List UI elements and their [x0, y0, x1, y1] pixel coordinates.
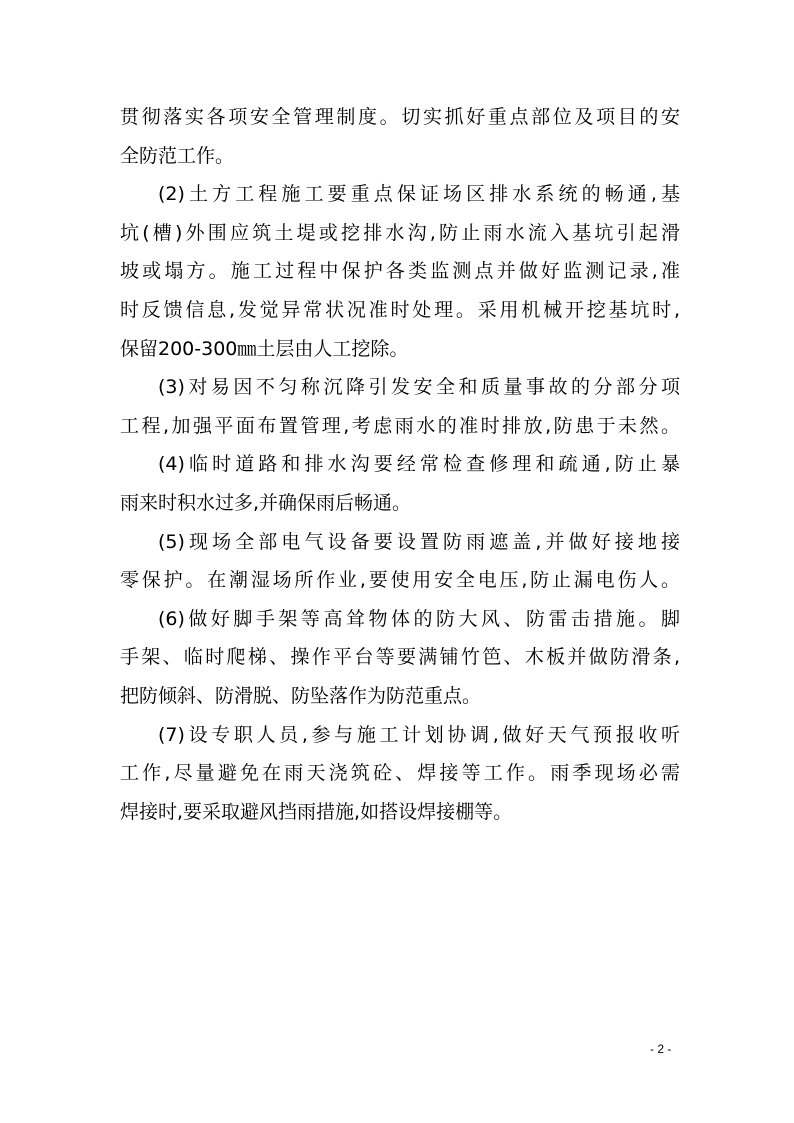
- text-line: 零保护。在潮湿场所作业,要使用安全电压,防止漏电伤人。: [120, 569, 680, 592]
- page-number: - 2 -: [650, 1042, 672, 1056]
- document-body: [120, 98, 680, 831]
- text-line: (7)设专职人员,参与施工计划协调,做好天气预报收听: [158, 723, 680, 746]
- text-line: 贯彻落实各项安全管理制度。切实抓好重点部位及项目的安: [120, 106, 680, 128]
- text-line: 焊接时,要采取避风挡雨措施,如搭设焊接棚等。: [120, 800, 513, 823]
- text-line: 时反馈信息,发觉异常状况准时处理。采用机械开挖基坑时,: [120, 298, 680, 321]
- text-line: 坑(槽)外围应筑土堤或挖排水沟,防止雨水流入基坑引起滑: [120, 221, 680, 244]
- text-line: (4)临时道路和排水沟要经常检查修理和疏通,防止暴: [158, 453, 680, 476]
- text-line: 工程,加强平面布置管理,考虑雨水的准时排放,防患于未然。: [120, 414, 680, 437]
- text-line: (5)现场全部电气设备要设置防雨遮盖,并做好接地接: [158, 530, 680, 553]
- text-line: 坡或塌方。施工过程中保护各类监测点并做好监测记录,准: [120, 260, 680, 283]
- text-line: 全防范工作。: [120, 144, 235, 167]
- text-line: 雨来时积水过多,并确保雨后畅通。: [120, 491, 412, 514]
- text-line: 保留200-300㎜土层由人工挖除。: [120, 337, 409, 360]
- text-line: (3)对易因不匀称沉降引发安全和质量事故的分部分项: [158, 376, 680, 399]
- text-line: 工作,尽量避免在雨天浇筑砼、焊接等工作。雨季现场必需: [120, 762, 680, 785]
- text-line: 手架、临时爬梯、操作平台等要满铺竹笆、木板并做防滑条,: [120, 646, 680, 669]
- text-line: (2)土方工程施工要重点保证场区排水系统的畅通,基: [158, 183, 680, 206]
- text-line: 把防倾斜、防滑脱、防坠落作为防范重点。: [120, 684, 482, 707]
- text-line: (6)做好脚手架等高耸物体的防大风、防雷击措施。脚: [158, 607, 680, 630]
